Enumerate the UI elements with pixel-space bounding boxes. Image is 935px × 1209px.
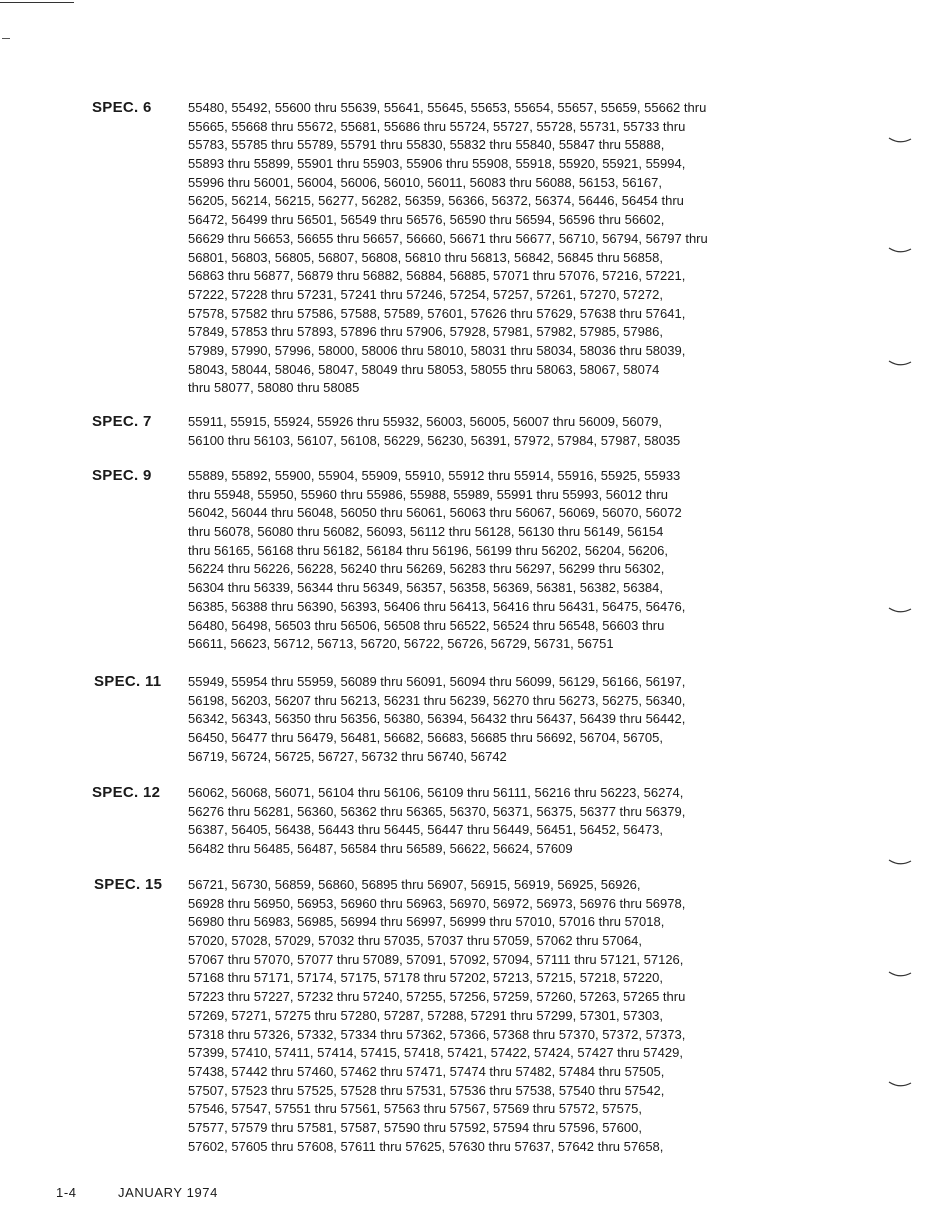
part-number-line: thru 55948, 55950, 55960 thru 55986, 55988, 55989, 55991 thru 55993, 56012 thru	[188, 486, 668, 502]
spec-part-numbers	[188, 784, 773, 859]
corner-rule	[0, 2, 74, 3]
part-number-line: 57223 thru 57227, 57232 thru 57240, 57255, 57256, 57259, 57260, 57263, 57265 thru	[188, 989, 686, 1005]
part-number-line: 57222, 57228 thru 57231, 57241 thru 57246, 57254, 57257, 57261, 57270, 57272,	[188, 286, 663, 302]
part-number-line: 55996 thru 56001, 56004, 56006, 56010, 56011, 56083 thru 56088, 56153, 56167,	[188, 174, 662, 190]
spec-label: SPEC. 7	[92, 413, 152, 430]
part-number-line: 57269, 57271, 57275 thru 57280, 57287, 57288, 57291 thru 57299, 57301, 57303,	[188, 1007, 663, 1023]
part-number-line: 56801, 56803, 56805, 56807, 56808, 56810 thru 56813, 56842, 56845 thru 56858,	[188, 249, 663, 265]
spec-label: SPEC. 9	[92, 467, 152, 484]
part-number-line: 56304 thru 56339, 56344 thru 56349, 56357, 56358, 56369, 56381, 56382, 56384,	[188, 580, 663, 596]
part-number-line: 55783, 55785 thru 55789, 55791 thru 55830, 55832 thru 55840, 55847 thru 55888,	[188, 137, 665, 153]
part-number-line: 56276 thru 56281, 56360, 56362 thru 56365, 56370, 56371, 56375, 56377 thru 56379,	[188, 803, 686, 819]
part-number-line: 57602, 57605 thru 57608, 57611 thru 57625, 57630 thru 57637, 57642 thru 57658,	[188, 1138, 664, 1154]
publication-date: JANUARY 1974	[118, 1185, 218, 1200]
part-number-line: 56342, 56343, 56350 thru 56356, 56380, 56394, 56432 thru 56437, 56439 thru 56442,	[188, 711, 686, 727]
part-number-line: 56387, 56405, 56438, 56443 thru 56445, 56447 thru 56449, 56451, 56452, 56473,	[188, 822, 663, 838]
part-number-line: 55889, 55892, 55900, 55904, 55909, 55910, 55912 thru 55914, 55916, 55925, 55933	[188, 468, 681, 483]
binder-mark-icon	[888, 606, 912, 616]
binder-mark-icon	[888, 246, 912, 256]
part-number-line: 57067 thru 57070, 57077 thru 57089, 57091, 57092, 57094, 57111 thru 57121, 57126,	[188, 951, 684, 967]
part-number-line: 57168 thru 57171, 57174, 57175, 57178 thru 57202, 57213, 57215, 57218, 57220,	[188, 970, 663, 986]
part-number-line: 57849, 57853 thru 57893, 57896 thru 57906, 57928, 57981, 57982, 57985, 57986,	[188, 324, 663, 340]
part-number-line: 56224 thru 56226, 56228, 56240 thru 56269, 56283 thru 56297, 56299 thru 56302,	[188, 561, 665, 577]
binder-mark-icon	[888, 136, 912, 146]
part-number-line: 56629 thru 56653, 56655 thru 56657, 56660, 56671 thru 56677, 56710, 56794, 56797 thru	[188, 230, 708, 246]
part-number-line: thru 56165, 56168 thru 56182, 56184 thru 56196, 56199 thru 56202, 56204, 56206,	[188, 542, 668, 558]
part-number-line: 56721, 56730, 56859, 56860, 56895 thru 56907, 56915, 56919, 56925, 56926,	[188, 877, 641, 892]
spec-label: SPEC. 6	[92, 99, 152, 116]
part-number-line: 55480, 55492, 55600 thru 55639, 55641, 55645, 55653, 55654, 55657, 55659, 55662 thru	[188, 100, 707, 115]
spec-part-numbers	[188, 673, 773, 766]
binder-mark-icon	[888, 359, 912, 369]
part-number-line: 58043, 58044, 58046, 58047, 58049 thru 58053, 58055 thru 58063, 58067, 58074	[188, 361, 660, 377]
part-number-line: 56450, 56477 thru 56479, 56481, 56682, 56683, 56685 thru 56692, 56704, 56705,	[188, 730, 663, 746]
corner-tick-mark	[2, 38, 10, 39]
part-number-line: thru 56078, 56080 thru 56082, 56093, 56112 thru 56128, 56130 thru 56149, 56154	[188, 524, 664, 540]
part-number-line: 56719, 56724, 56725, 56727, 56732 thru 56740, 56742	[188, 748, 507, 764]
spec-label: SPEC. 15	[94, 876, 163, 893]
part-number-line: 56611, 56623, 56712, 56713, 56720, 56722, 56726, 56729, 56731, 56751	[188, 636, 614, 652]
part-number-line: 56042, 56044 thru 56048, 56050 thru 56061, 56063 thru 56067, 56069, 56070, 56072	[188, 505, 682, 521]
part-number-line: thru 58077, 58080 thru 58085	[188, 380, 360, 396]
spec-part-numbers	[188, 413, 773, 450]
part-number-line: 57578, 57582 thru 57586, 57588, 57589, 57601, 57626 thru 57629, 57638 thru 57641,	[188, 305, 686, 321]
part-number-line: 56482 thru 56485, 56487, 56584 thru 56589, 56622, 56624, 57609	[188, 841, 573, 857]
part-number-line: 57507, 57523 thru 57525, 57528 thru 57531, 57536 thru 57538, 57540 thru 57542,	[188, 1082, 665, 1098]
binder-mark-icon	[888, 858, 912, 868]
part-number-line: 56472, 56499 thru 56501, 56549 thru 56576, 56590 thru 56594, 56596 thru 56602,	[188, 212, 665, 228]
spec-part-numbers	[188, 99, 773, 398]
part-number-line: 57989, 57990, 57996, 58000, 58006 thru 58010, 58031 thru 58034, 58036 thru 58039,	[188, 342, 686, 358]
part-number-line: 57318 thru 57326, 57332, 57334 thru 57362, 57366, 57368 thru 57370, 57372, 57373,	[188, 1026, 686, 1042]
part-number-line: 57438, 57442 thru 57460, 57462 thru 57471, 57474 thru 57482, 57484 thru 57505,	[188, 1063, 665, 1079]
part-number-line: 56198, 56203, 56207 thru 56213, 56231 thru 56239, 56270 thru 56273, 56275, 56340,	[188, 692, 686, 708]
part-number-line: 56100 thru 56103, 56107, 56108, 56229, 56230, 56391, 57972, 57984, 57987, 58035	[188, 432, 681, 448]
part-number-line: 56980 thru 56983, 56985, 56994 thru 56997, 56999 thru 57010, 57016 thru 57018,	[188, 914, 665, 930]
part-number-line: 56062, 56068, 56071, 56104 thru 56106, 56109 thru 56111, 56216 thru 56223, 56274,	[188, 785, 684, 800]
part-number-line: 56928 thru 56950, 56953, 56960 thru 56963, 56970, 56972, 56973, 56976 thru 56978,	[188, 895, 686, 911]
page-number: 1-4	[56, 1185, 77, 1200]
spec-part-numbers	[188, 467, 773, 654]
spec-part-numbers	[188, 876, 773, 1156]
part-number-line: 57546, 57547, 57551 thru 57561, 57563 thru 57567, 57569 thru 57572, 57575,	[188, 1101, 642, 1117]
part-number-line: 56385, 56388 thru 56390, 56393, 56406 thru 56413, 56416 thru 56431, 56475, 56476,	[188, 598, 686, 614]
binder-mark-icon	[888, 1080, 912, 1090]
part-number-line: 56863 thru 56877, 56879 thru 56882, 56884, 56885, 57071 thru 57076, 57216, 57221,	[188, 268, 686, 284]
part-number-line: 56480, 56498, 56503 thru 56506, 56508 thru 56522, 56524 thru 56548, 56603 thru	[188, 617, 665, 633]
part-number-line: 55893 thru 55899, 55901 thru 55903, 55906 thru 55908, 55918, 55920, 55921, 55994,	[188, 156, 686, 172]
part-number-line: 55911, 55915, 55924, 55926 thru 55932, 56003, 56005, 56007 thru 56009, 56079,	[188, 414, 662, 429]
binder-mark-icon	[888, 970, 912, 980]
part-number-line: 55949, 55954 thru 55959, 56089 thru 56091, 56094 thru 56099, 56129, 56166, 56197,	[188, 674, 686, 689]
part-number-line: 55665, 55668 thru 55672, 55681, 55686 thru 55724, 55727, 55728, 55731, 55733 thru	[188, 118, 686, 134]
part-number-line: 57399, 57410, 57411, 57414, 57415, 57418, 57421, 57422, 57424, 57427 thru 57429,	[188, 1045, 683, 1061]
spec-label: SPEC. 11	[94, 673, 162, 690]
spec-label: SPEC. 12	[92, 784, 161, 801]
part-number-line: 57577, 57579 thru 57581, 57587, 57590 thru 57592, 57594 thru 57596, 57600,	[188, 1119, 642, 1135]
part-number-line: 56205, 56214, 56215, 56277, 56282, 56359, 56366, 56372, 56374, 56446, 56454 thru	[188, 193, 684, 209]
part-number-line: 57020, 57028, 57029, 57032 thru 57035, 57037 thru 57059, 57062 thru 57064,	[188, 933, 642, 949]
